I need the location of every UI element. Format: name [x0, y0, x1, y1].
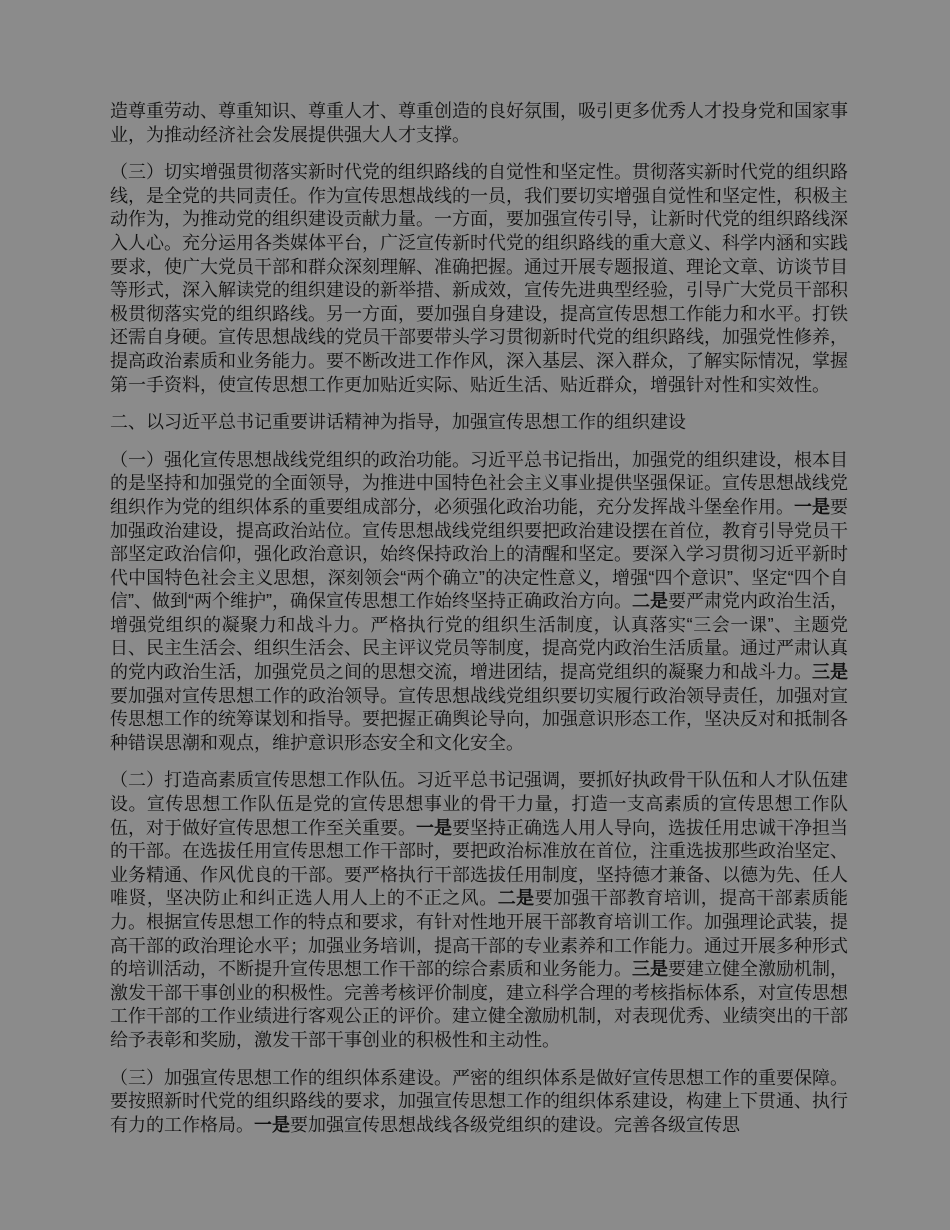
paragraph-section-2-2 [110, 769, 848, 1052]
heading-section-2 [110, 411, 848, 435]
text-run: （三）切实增强贯彻落实新时代党的组织路线的自觉性和坚定性。贯彻落实新时代党的组织路线，是全党的共同责任。作为宣传思想战线的一员，我们要切实增强自觉性和坚定性，积极主动作为，为推动党的组织建设贡献力量。一方面，要加强宣传引导，让新时代党的组织路线深入人心。充分运用各类媒体平台，广泛宣传新时代党的组织路线的重大意义、科学内涵和实践要求，使广大党员干部和群众深刻理解、准确把握。通过开展专题报道、理论文章、访谈节目等形式，深入解读党的组织建设的新举措、新成效，宣传先进典型经验，引导广大党员干部积极贯彻落实党的组织路线。另一方面，要加强自身建设，提高宣传思想工作能力和水平。打铁还需自身硬。宣传思想战线的党员干部要带头学习贯彻新时代党的组织路线，加强党性修养，提高政治素质和业务能力。要不断改进工作作风，深入基层、深入群众，了解实际情况，掌握第一手资料，使宣传思想工作更加贴近实际、贴近生活、贴近群众，增强针对性和实效性。 [110, 162, 848, 395]
emphasis-run: 一是 [254, 1114, 290, 1135]
document-text-block [110, 100, 848, 1151]
emphasis-run: 二是 [497, 888, 535, 909]
text-run: 要建立健全激励机制，激发干部干事创业的积极性。完善考核评价制度，建立科学合理的考核指标体系，对宣传思想工作干部的工作业绩进行客观公正的评价。建立健全激励机制，对表现优秀、业绩突出的干部给予表彰和奖励，激发干部干事创业的积极性和主动性。 [110, 959, 848, 1050]
paragraph-section-1-3 [110, 161, 848, 397]
text-run: （二）打造高素质宣传思想工作队伍。习近平总书记强调，要抓好执政骨干队伍和人才队伍建设。宣传思想工作队伍是党的宣传思想事业的骨干力量，打造一支高素质的宣传思想工作队伍，对于做好宣传思想工作至关重要。 [110, 770, 848, 838]
text-run: 二、以习近平总书记重要讲话精神为指导，加强宣传思想工作的组织建设 [110, 412, 686, 433]
paragraph-section-2-3 [110, 1067, 848, 1138]
text-run: 造尊重劳动、尊重知识、尊重人才、尊重创造的良好氛围，吸引更多优秀人才投身党和国家事业，为推动经济社会发展提供强大人才支撑。 [110, 101, 848, 145]
emphasis-run: 一是 [416, 817, 452, 838]
text-run: 要加强政治建设，提高政治站位。宣传思想战线党组织要把政治建设摆在首位，教育引导党员干部坚定政治信仰，强化政治意识，始终保持政治上的清醒和坚定。要深入学习贯彻习近平新时代中国特色社会主义思想，深刻领会“两个确立”的决定性意义，增强“四个意识”、坚定“四个自信”、做到“两个维护”，确保宣传思想工作始终坚持正确政治方向。 [110, 496, 848, 612]
text-run: 要坚持正确选人用人导向，选拔任用忠诚干净担当的干部。在选拔任用宣传思想工作干部时，要把政治标准放在首位，注重选拔那些政治坚定、业务精通、作风优良的干部。要严格执行干部选拔任用制度，坚持德才兼备、以德为先、任人唯贤，坚决防止和纠正选人用人上的不正之风。 [110, 817, 848, 909]
emphasis-run: 三是 [632, 959, 668, 980]
text-run: （三）加强宣传思想工作的组织体系建设。严密的组织体系是做好宣传思想工作的重要保障。要按照新时代党的组织路线的要求，加强宣传思想工作的组织体系建设，构建上下贯通、执行有力的工作格局。 [110, 1067, 848, 1135]
emphasis-run: 三是 [812, 662, 848, 683]
text-run: 要严肃党内政治生活，增强党组织的凝聚力和战斗力。严格执行党的组织生活制度，认真落实“三会一课”、主题党日、民主生活会、组织生活会、民主评议党员等制度，提高党内政治生活质量。通过严肃认真的党内政治生活，加强党员之间的思想交流，增进团结，提高党组织的凝聚力和战斗力。 [110, 591, 849, 683]
emphasis-run: 一是 [794, 496, 830, 517]
paragraph-intro-continuation [110, 100, 848, 147]
emphasis-run: 二是 [632, 591, 669, 612]
text-run: 要加强干部教育培训，提高干部素质能力。根据宣传思想工作的特点和要求，有针对性地开展干部教育培训工作。加强理论武装，提高干部的政治理论水平；加强业务培训，提高干部的专业素养和工作能力。通过开展多种形式的培训活动，不断提升宣传思想工作干部的综合素质和业务能力。 [110, 888, 849, 980]
paragraph-section-2-1 [110, 449, 848, 756]
text-run: （一）强化宣传思想战线党组织的政治功能。习近平总书记指出，加强党的组织建设，根本目的是坚持和加强党的全面领导，为推进中国特色社会主义事业提供坚强保证。宣传思想战线党组织作为党的组织体系的重要组成部分，必须强化政治功能，充分发挥战斗堡垒作用。 [110, 449, 848, 517]
text-run: 要加强对宣传思想工作的政治领导。宣传思想战线党组织要切实履行政治领导责任，加强对宣传思想工作的统筹谋划和指导。要把握正确舆论导向，加强意识形态工作，坚决反对和抵制各种错误思潮和观点，维护意识形态安全和文化安全。 [110, 685, 848, 753]
text-run: 要加强宣传思想战线各级党组织的建设。完善各级宣传思 [290, 1114, 740, 1135]
